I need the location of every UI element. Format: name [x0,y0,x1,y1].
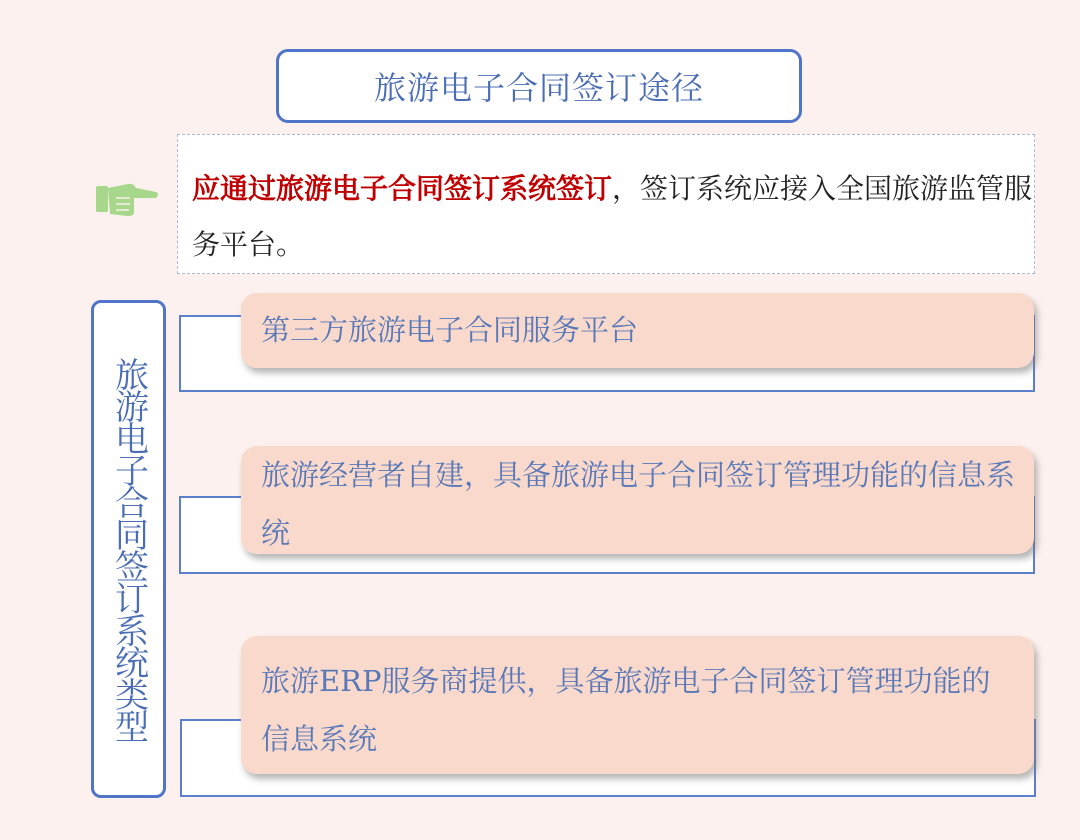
system-type-card-1 [241,293,1034,368]
requirement-highlight: 应通过旅游电子合同签订系统签订 [192,172,613,205]
page-title: 旅游电子合同签订途径 [373,69,704,107]
title-box [276,49,802,123]
pointing-hand-icon [94,178,160,220]
signing-requirement-note [177,134,1035,274]
system-types-label: 旅游电子合同签订系统类型 [108,357,149,741]
requirement-text: ，签订系统应接入全国旅游监管服务平台。 [192,172,1033,261]
system-type-card-3 [241,636,1034,774]
system-type-card-2 [241,446,1034,554]
system-types-label-box [91,300,166,798]
system-type-label-2: 旅游经营者自建，具备旅游电子合同签订管理功能的信息系统 [261,458,1016,550]
system-type-label-1: 第三方旅游电子合同服务平台 [261,313,639,347]
system-type-label-3: 旅游ERP服务商提供，具备旅游电子合同签订管理功能的信息系统 [261,664,991,756]
